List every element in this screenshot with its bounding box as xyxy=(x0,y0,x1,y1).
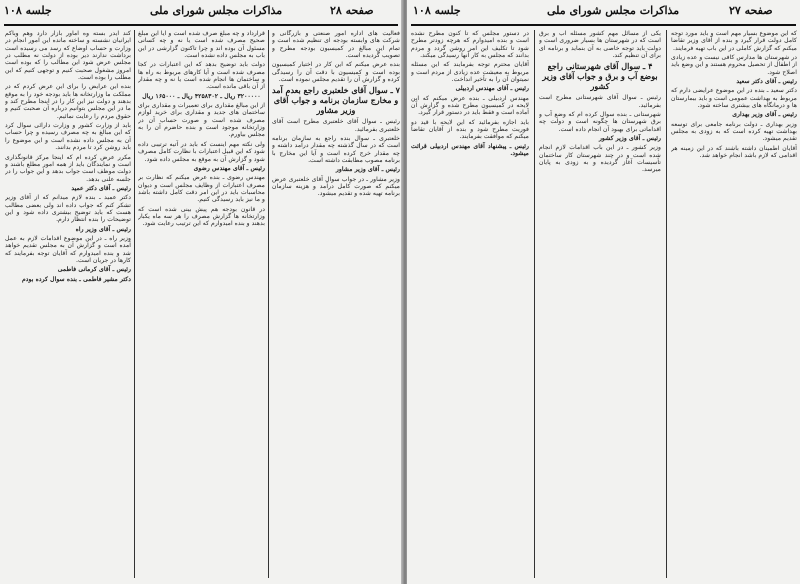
paragraph: دکتر عمید ـ بنده لازم میدانم که از آقای وزیر تشکر کنم که جواب داده اند ولی بعضی مطالب هست که باید توضیح بیشتری داده شود و این توضیحات را بنده انتظار دارم. xyxy=(5,194,131,224)
paragraph: آقایان محترم توجه بفرمایند که این مسئله مربوط به معیشت عده زیادی از مردم است و نمیتوان آن را به تأخیر انداخت. xyxy=(411,61,529,84)
right-column-1 xyxy=(411,30,529,578)
speaker-line: رئیس ـ آقای وزیر راه xyxy=(75,225,131,233)
paragraph: آقایان اطمینان داشته باشند که در این زمینه هر اقدامی که لازم باشد انجام خواهد شد. xyxy=(671,144,797,160)
paragraph: دکتر سعید ـ بنده در این موضوع عرایضی دارم که مربوط به بهداشت عمومی است و باید بیمارستان ها و درمانگاه های بیشتری ساخته شود. xyxy=(671,87,797,110)
speaker-line: رئیس ـ آقای وزیر کشور xyxy=(598,134,661,142)
right-page-header xyxy=(407,4,800,22)
speaker-line: رئیس ـ آقای کرمانی فاطمی xyxy=(57,266,131,274)
right-header-rule xyxy=(411,24,796,26)
left-journal-title: مذاکرات مجلس شورای ملی xyxy=(150,4,283,17)
speaker-line: رئیس ـ آقای مهندس رضوی xyxy=(193,164,265,172)
speaker-line: دکتر مشیر فاطمی ـ بنده سوال کرده بودم xyxy=(21,275,131,283)
left-column-1 xyxy=(5,30,131,578)
left-column-3 xyxy=(272,30,400,578)
paragraph: رئیس ـ سوال آقای شهرستانی مطرح است بفرمائید. xyxy=(539,94,661,109)
paragraph: باید اجازه بفرمائید که این لایحه با قید دو فوریت مطرح شود و بنده از آقایان تقاضا میکنم که موافقت بفرمایند. xyxy=(411,118,529,141)
paragraph: خلعتبری ـ سوال بنده راجع به سازمان برنامه است که در سال گذشته چه مقدار درآمد داشته و چه مقدار خرج کرده است و آیا این مخارج با برنامه مصوب مطابقت داشته است. xyxy=(272,134,400,164)
paragraph: وزیر مشاور ـ در جواب سوال آقای خلعتبری عرض میکنم که صورت کامل درآمد و هزینه سازمان برنامه تهیه شده و تقدیم میشود. xyxy=(272,175,400,198)
paragraph: در قانون بودجه هم پیش بینی شده است که وزارتخانه ها گزارش مصرف را هر سه ماه یکبار بدهند و بنده امیدوارم که این ترتیب رعایت شود. xyxy=(138,205,265,228)
paragraph: رئیس ـ سوال آقای خلعتبری مطرح است آقای خلعتبری بفرمائید. xyxy=(272,118,400,133)
right-column-3 xyxy=(671,30,797,578)
paragraph: وزیر کشور ـ در این باب اقدامات لازم انجام شده است و در چند شهرستان کار ساختمان تأسیسات آغاز گردیده و به زودی به پایان میرسد. xyxy=(539,144,661,174)
speaker-line: رئیس ـ آقای دکتر عمید xyxy=(71,184,131,192)
column-divider xyxy=(268,30,269,578)
paragraph: در شهرستان ها مدارس کافی نیست و عده زیادی از اطفال از تحصیل محروم هستند و این وضع باید اصلاح شود. xyxy=(671,54,797,76)
speaker-line: رئیس ـ پیشنهاد آقای مهندس اردبیلی قرائت میشود. xyxy=(411,142,529,158)
paragraph: کند ایدر بسته وه اماور بازار دارد وهم وباکم ایرانیان نشسته و ساخته مانده این امور انجام در وزارت و حساب اوضاع که رسد می رسیده است برداشت ندارند دیر بوده از دولت نه مطلب در مجلس عرض شود این مطالب را که بوده است امروز مشغول صحبت کنیم و توجهی کنیم که این مطلب را بوده است. xyxy=(5,30,131,82)
paragraph: که این موضوع بسیار مهم است و باید مورد توجه کامل دولت قرار گیرد و بنده از آقای وزیر تقاضا میکنم که گزارش کاملی در این باب تهیه فرمایند. xyxy=(671,30,797,52)
column-divider xyxy=(134,30,135,578)
right-column-2 xyxy=(539,30,661,578)
left-column-2 xyxy=(138,30,265,578)
speaker-line: رئیس ـ آقای مهندس اردبیلی xyxy=(455,85,529,93)
column-divider xyxy=(534,30,535,578)
right-session-number: جلسه ۱۰۸ xyxy=(413,4,461,17)
paragraph: دولت باید توضیح بدهد که این اعتبارات در کجا مصرف شده است و آیا کارهای مربوط به راه ها و ساختمان ها انجام شده است یا نه و چه مقدار از آن باقی مانده است. xyxy=(138,61,265,91)
right-journal-title: مذاکرات مجلس شورای ملی xyxy=(547,4,680,17)
right-page-number: صفحه ۲۷ xyxy=(729,4,773,17)
paragraph: مکرر عرض کرده ام که اینجا مرکز قانونگذاری است و نمایندگان باید از همه امور مطلع باشند و دولت موظف است جواب بدهد و این جواب را در جلسه علنی بدهد. xyxy=(5,153,131,183)
section-heading: ۴ ـ سوال آقای شهرستانی راجع بوضع آب و برق و جواب آقای وزیر کشور xyxy=(542,61,658,91)
left-page-header xyxy=(0,4,403,22)
paragraph: وزیر بهداری ـ دولت برنامه جامعی برای توسعه بهداشت تهیه کرده است که به زودی به مجلس تقدیم میشود. xyxy=(671,120,797,143)
paragraph: بنده این عرایض را برای این عرض کردم که در مملکت ما وزارتخانه ها باید بودجه خود را به موقع بدهند و دولت نیز این کار را در اینجا مطرح کند و ما در این مجلس بتوانیم درباره آن صحبت کنیم و حقوق مردم را رعایت نمائیم. xyxy=(5,83,131,120)
paragraph: مهندس اردبیلی ـ بنده عرض میکنم که این لایحه در کمیسیون مطرح شده و گزارش آن آماده است و فقط باید در دستور قرار گیرد. xyxy=(411,94,529,117)
speaker-line: رئیس ـ آقای دکتر سعید xyxy=(736,78,797,86)
paragraph: وزیر راه ـ در این موضوع اقدامات لازم به عمل آمده است و گزارش آن به مجلس تقدیم خواهد شد و بنده امیدوارم که آقایان توجه بفرمایند که کارها در جریان است. xyxy=(5,234,131,264)
section-heading: ۷ ـ سوال آقای خلعتبری راجع بعدم آمد و مخارج سازمان برنامه و جواب آقای وزیر مشاور xyxy=(272,85,400,115)
paragraph: فعالیت های اداره امور صنعتی و بازرگانی و شرکت های وابسته بودجه ای تنظیم شده است و تمام این مبالغ در کمیسیون بودجه مطرح و تصویب گردیده است. xyxy=(272,30,400,60)
paragraph: مهندس رضوی ـ بنده عرض میکنم که نظارت بر مصرف اعتبارات از وظایف مجلس است و دیوان محاسبات باید در این امر دقت کامل داشته باشد و ما نیز باید رسیدگی کنیم. xyxy=(138,174,265,204)
paragraph: از این مبالغ مقداری برای تعمیرات و مقداری برای ساختمان های جدید و مقداری برای خرید لوازم مصرف شده است و صورت حساب آن در وزارتخانه موجود است و بنده حاضرم آن را به مجلس بیاورم. xyxy=(138,102,265,139)
paragraph: قرارداد و چه مبلغ صرف شده است و آیا این مبلغ صحیح مصرف شده است یا نه و چه کسانی مسئول آن بوده اند و چرا تاکنون گزارشی در این باب به مجلس داده نشده است. xyxy=(138,30,265,60)
left-page-number: صفحه ۲۸ xyxy=(330,4,374,17)
left-header-rule xyxy=(4,24,398,26)
speaker-line: رئیس ـ آقای وزیر بهداری xyxy=(732,111,797,119)
column-divider xyxy=(666,30,667,578)
paragraph: ولی نکته مهم اینست که باید در آتیه ترتیبی داده شود که این قبیل اعتبارات با نظارت کامل مصرف شود و گزارش آن به موقع به مجلس داده شود. xyxy=(138,140,265,163)
figures-line: ۳۲۰۰۰۰۰ ریال ـ ۴۲۵۸۳۰۲ ریال ـ ۱۶۵۰۰۰ ریال xyxy=(142,92,261,100)
paragraph: بنده عرض میکنم که این کار در اختیار کمیسیون بوده است و کمیسیون با دقت آن را رسیدگی کرده و گزارش آن را تقدیم مجلس نموده است. xyxy=(272,61,400,84)
paragraph: در دستور مجلس که تا کنون مطرح نشده است و بنده امیدوارم که هرچه زودتر مطرح شود تا تکلیف این امر روشن گردد و مردم بدانند که مجلس به کار آنها رسیدگی میکند. xyxy=(411,30,529,60)
speaker-line: رئیس ـ آقای وزیر مشاور xyxy=(335,166,400,174)
left-session-number: جلسه ۱۰۸ xyxy=(4,4,52,17)
paragraph: شهرستانی ـ بنده سوال کرده ام که وضع آب و برق شهرستان ها چگونه است و دولت چه اقداماتی برای بهبود آن انجام داده است. xyxy=(539,110,661,133)
paragraph: باید از وزارت کشور و وزارت دارائی سوال کرد که این مبالغ به چه مصرف رسیده و چرا حساب آن به مجلس داده نشده است و این موضوع را باید روشن کرد تا مردم بدانند. xyxy=(5,122,131,152)
right-page xyxy=(407,0,800,584)
paragraph: یکی از مسائل مهم کشور مسئله آب و برق است که در شهرستان ها بسیار ضروری است و دولت باید توجه خاصی به آن بنماید و برنامه ای برای آن تنظیم کند. xyxy=(539,30,661,60)
